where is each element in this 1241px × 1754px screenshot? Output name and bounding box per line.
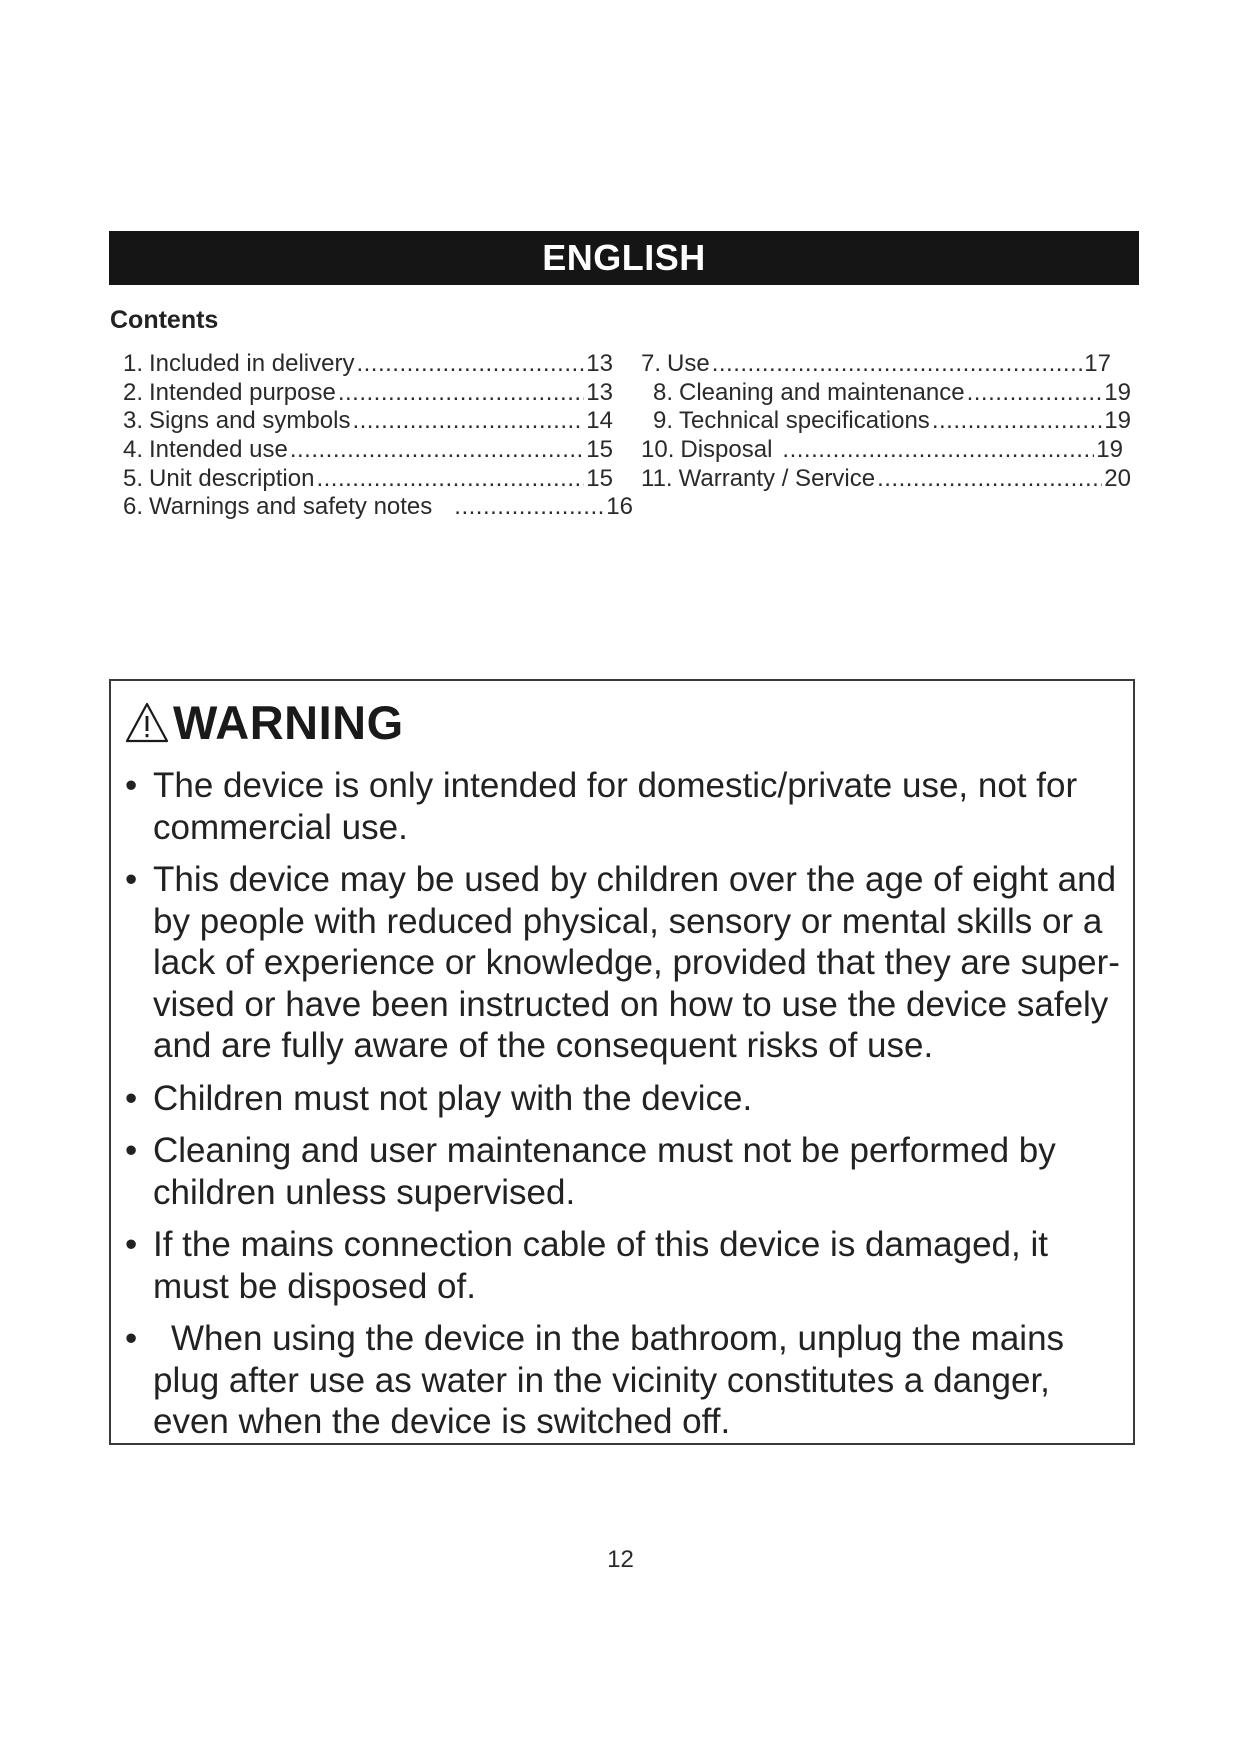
warning-item bbox=[125, 765, 1125, 848]
toc-entry-label: Cleaning and maintenance bbox=[679, 378, 965, 406]
toc-entry-label: Disposal bbox=[680, 436, 773, 464]
warning-box bbox=[109, 679, 1135, 1445]
toc-entry[interactable] bbox=[123, 465, 613, 494]
warning-triangle-icon bbox=[125, 701, 169, 745]
toc-left-column bbox=[123, 350, 633, 522]
toc-entry[interactable] bbox=[641, 379, 1131, 408]
toc-entry-page: 13 bbox=[586, 378, 613, 406]
toc-dot-leader bbox=[352, 407, 584, 436]
bullet-icon: • bbox=[125, 766, 138, 805]
toc-entry-number: 1. bbox=[123, 350, 144, 377]
toc-entry-label: Intended use bbox=[149, 436, 288, 464]
warning-item-text: Cleaning and user maintenance must not be performed by children unless supervised. bbox=[153, 1131, 1056, 1212]
warning-item-text: This device may be used by children over the age of eight and by people with reduced physical, sensory or mental skills or a lack of experience or knowledge, provided that they are super-vised or have been instructed on how to use the device safely and are fully aware of the consequent risks of use. bbox=[153, 860, 1120, 1065]
toc-entry-page: 15 bbox=[586, 436, 613, 464]
toc-entry[interactable] bbox=[123, 407, 613, 436]
toc-dot-leader bbox=[290, 436, 584, 465]
warning-item-text: If the mains connection cable of this device is damaged, it must be disposed of. bbox=[153, 1225, 1048, 1306]
toc-entry-number: 8. bbox=[653, 378, 674, 406]
toc-entry[interactable] bbox=[641, 436, 1123, 465]
warning-item bbox=[125, 1130, 1125, 1213]
toc-entry[interactable] bbox=[123, 436, 613, 465]
bullet-icon: • bbox=[125, 1225, 138, 1264]
toc-entry[interactable] bbox=[641, 465, 1131, 494]
toc-dot-leader bbox=[454, 493, 604, 522]
toc-entry-number: 3. bbox=[123, 407, 144, 435]
toc-entry-label: Included in delivery bbox=[149, 350, 355, 377]
toc-entry-label: Signs and symbols bbox=[149, 407, 351, 435]
warning-item bbox=[125, 1318, 1125, 1443]
toc-entry-page: 14 bbox=[586, 407, 613, 435]
toc-entry-page: 19 bbox=[1104, 407, 1131, 435]
contents-heading: Contents bbox=[110, 306, 219, 334]
language-banner-title: ENGLISH bbox=[542, 237, 706, 278]
toc-entry-label: Technical specifications bbox=[679, 407, 930, 435]
toc-entry-number: 5. bbox=[123, 464, 144, 492]
page-number: 12 bbox=[607, 1546, 634, 1573]
toc-entry-number: 7. bbox=[641, 350, 662, 377]
warning-item-text: When using the device in the bathroom, unplug the mains plug after use as water in the vicinity constitutes a danger, even when the device is switched off. bbox=[153, 1319, 1065, 1441]
toc-dot-leader bbox=[877, 465, 1102, 494]
toc-entry-page: 19 bbox=[1104, 378, 1131, 406]
bullet-icon: • bbox=[125, 1078, 138, 1118]
toc-entry-number: 9. bbox=[653, 407, 674, 435]
toc-entry-number: 11. bbox=[641, 464, 673, 492]
warning-item bbox=[125, 859, 1125, 1067]
warning-list bbox=[125, 765, 1125, 1454]
toc-entry-page: 20 bbox=[1104, 464, 1131, 492]
toc-entry[interactable] bbox=[123, 493, 633, 522]
toc-entry[interactable] bbox=[641, 350, 1111, 379]
toc-right-column bbox=[641, 350, 1131, 493]
toc-entry[interactable] bbox=[123, 379, 613, 408]
toc-entry-number: 6. bbox=[123, 493, 144, 521]
toc-entry-number: 10. bbox=[641, 436, 675, 464]
warning-header bbox=[125, 695, 404, 750]
toc-entry-page: 15 bbox=[586, 464, 613, 492]
warning-title: WARNING bbox=[173, 696, 404, 749]
toc-entry-page: 13 bbox=[586, 350, 613, 377]
warning-item bbox=[125, 1078, 1125, 1120]
toc-entry[interactable] bbox=[641, 407, 1131, 436]
toc-entry-label: Warnings and safety notes bbox=[149, 493, 433, 521]
toc-dot-leader bbox=[712, 350, 1083, 379]
toc-entry-number: 4. bbox=[123, 436, 144, 464]
warning-item bbox=[125, 1224, 1125, 1307]
toc-entry[interactable] bbox=[123, 350, 613, 379]
toc-dot-leader bbox=[967, 379, 1103, 408]
toc-entry-page: 16 bbox=[606, 493, 633, 521]
warning-item-text: Children must not play with the device. bbox=[153, 1078, 753, 1118]
toc-entry-number: 2. bbox=[123, 378, 144, 406]
toc-dot-leader bbox=[356, 350, 584, 379]
toc-entry-label: Use bbox=[667, 350, 710, 377]
language-banner bbox=[109, 231, 1139, 285]
toc-dot-leader bbox=[338, 379, 584, 408]
toc-entry-label: Intended purpose bbox=[149, 378, 336, 406]
warning-item-text: The device is only intended for domestic/private use, not for commercial use. bbox=[153, 766, 1078, 847]
bullet-icon: • bbox=[125, 1319, 138, 1358]
toc-dot-leader bbox=[316, 465, 584, 494]
toc-entry-label: Warranty / Service bbox=[678, 464, 876, 492]
toc-entry-label: Unit description bbox=[149, 464, 315, 492]
toc-dot-leader bbox=[782, 436, 1094, 465]
bullet-icon: • bbox=[125, 1131, 138, 1170]
toc-dot-leader bbox=[932, 407, 1102, 436]
toc-entry-page: 17 bbox=[1084, 350, 1111, 377]
bullet-icon: • bbox=[125, 860, 138, 899]
toc-entry-page: 19 bbox=[1096, 436, 1123, 464]
